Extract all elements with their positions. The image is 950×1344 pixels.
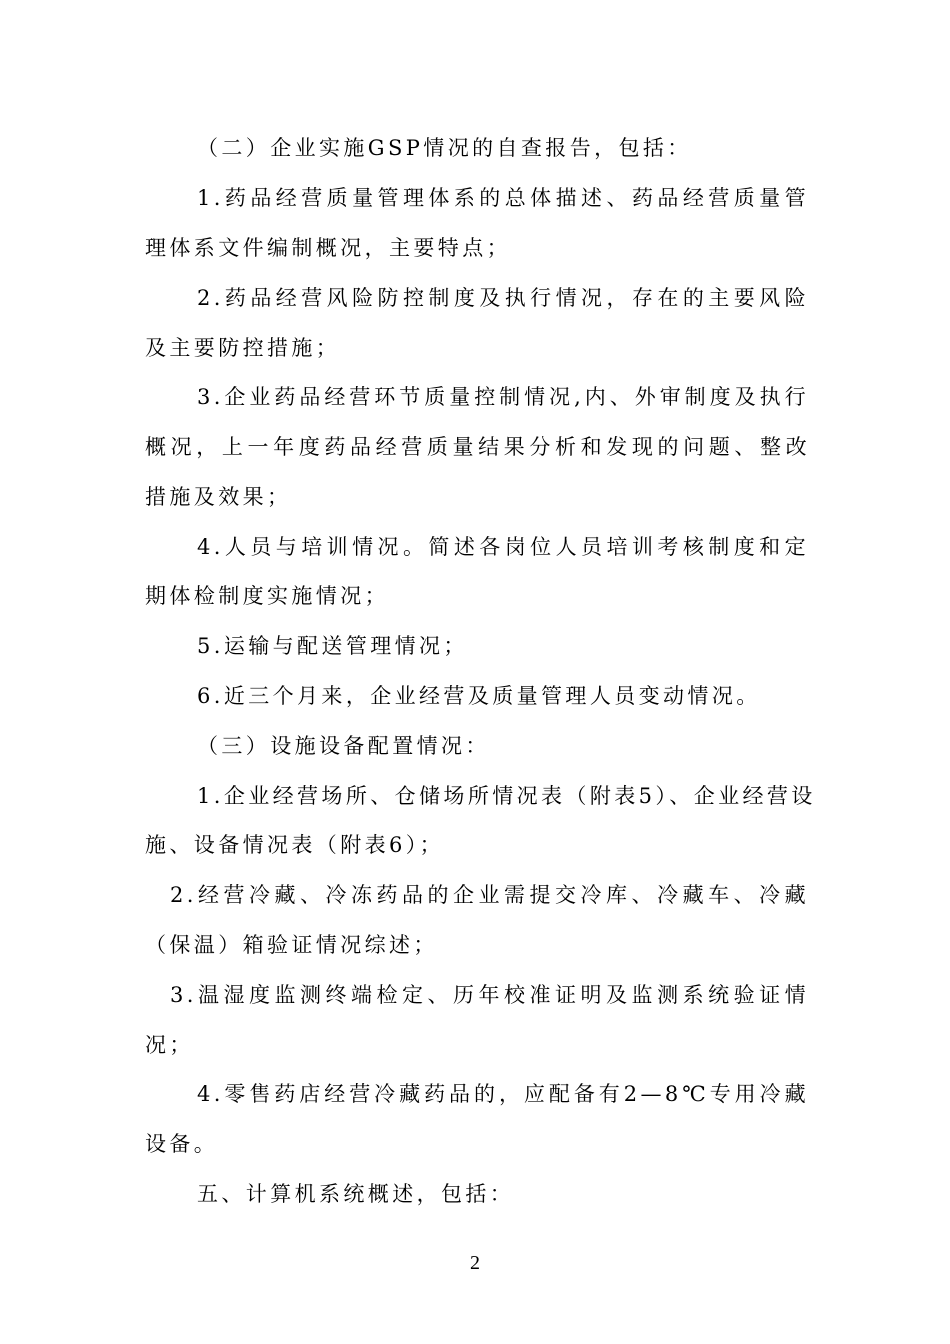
section-heading-computer-system: 五、计算机系统概述，包括：	[197, 1182, 515, 1206]
paragraph-line: 6.近三个月来，企业经营及质量管理人员变动情况。	[197, 684, 761, 708]
paragraph-line: 2.经营冷藏、冷冻药品的企业需提交冷库、冷藏车、冷藏	[170, 883, 809, 907]
section-heading-gsp-self-inspection: （二）企业实施GSP情况的自查报告，包括：	[197, 136, 692, 160]
paragraph-line: 及主要防控措施；	[145, 336, 341, 360]
paragraph-line: 措施及效果；	[145, 485, 292, 509]
paragraph-line: 3.温湿度监测终端检定、历年校准证明及监测系统验证情	[170, 983, 809, 1007]
paragraph-line: 1.企业经营场所、仓储场所情况表（附表5）、企业经营设	[197, 784, 816, 808]
paragraph-line: 2.药品经营风险防控制度及执行情况，存在的主要风险	[197, 286, 809, 310]
paragraph-line: 4.零售药店经营冷藏药品的，应配备有2—8℃专用冷藏	[197, 1082, 809, 1106]
paragraph-line: 1.药品经营质量管理体系的总体描述、药品经营质量管	[197, 186, 809, 210]
paragraph-line: 设备。	[145, 1132, 219, 1156]
paragraph-line: 概况，上一年度药品经营质量结果分析和发现的问题、整改	[145, 435, 810, 459]
page-number: 2	[470, 1252, 480, 1274]
paragraph-line: 况；	[145, 1033, 194, 1057]
paragraph-line: 施、设备情况表（附表6）；	[145, 833, 445, 857]
paragraph-line: 5.运输与配送管理情况；	[197, 634, 468, 658]
section-heading-facilities: （三）设施设备配置情况：	[197, 734, 490, 758]
paragraph-line: （保温）箱验证情况综述；	[145, 933, 438, 957]
paragraph-line: 期体检制度实施情况；	[145, 584, 389, 608]
paragraph-line: 理体系文件编制概况，主要特点；	[145, 236, 511, 260]
paragraph-line: 4.人员与培训情况。简述各岗位人员培训考核制度和定	[197, 535, 809, 559]
paragraph-line: 3.企业药品经营环节质量控制情况,内、外审制度及执行	[197, 385, 809, 409]
